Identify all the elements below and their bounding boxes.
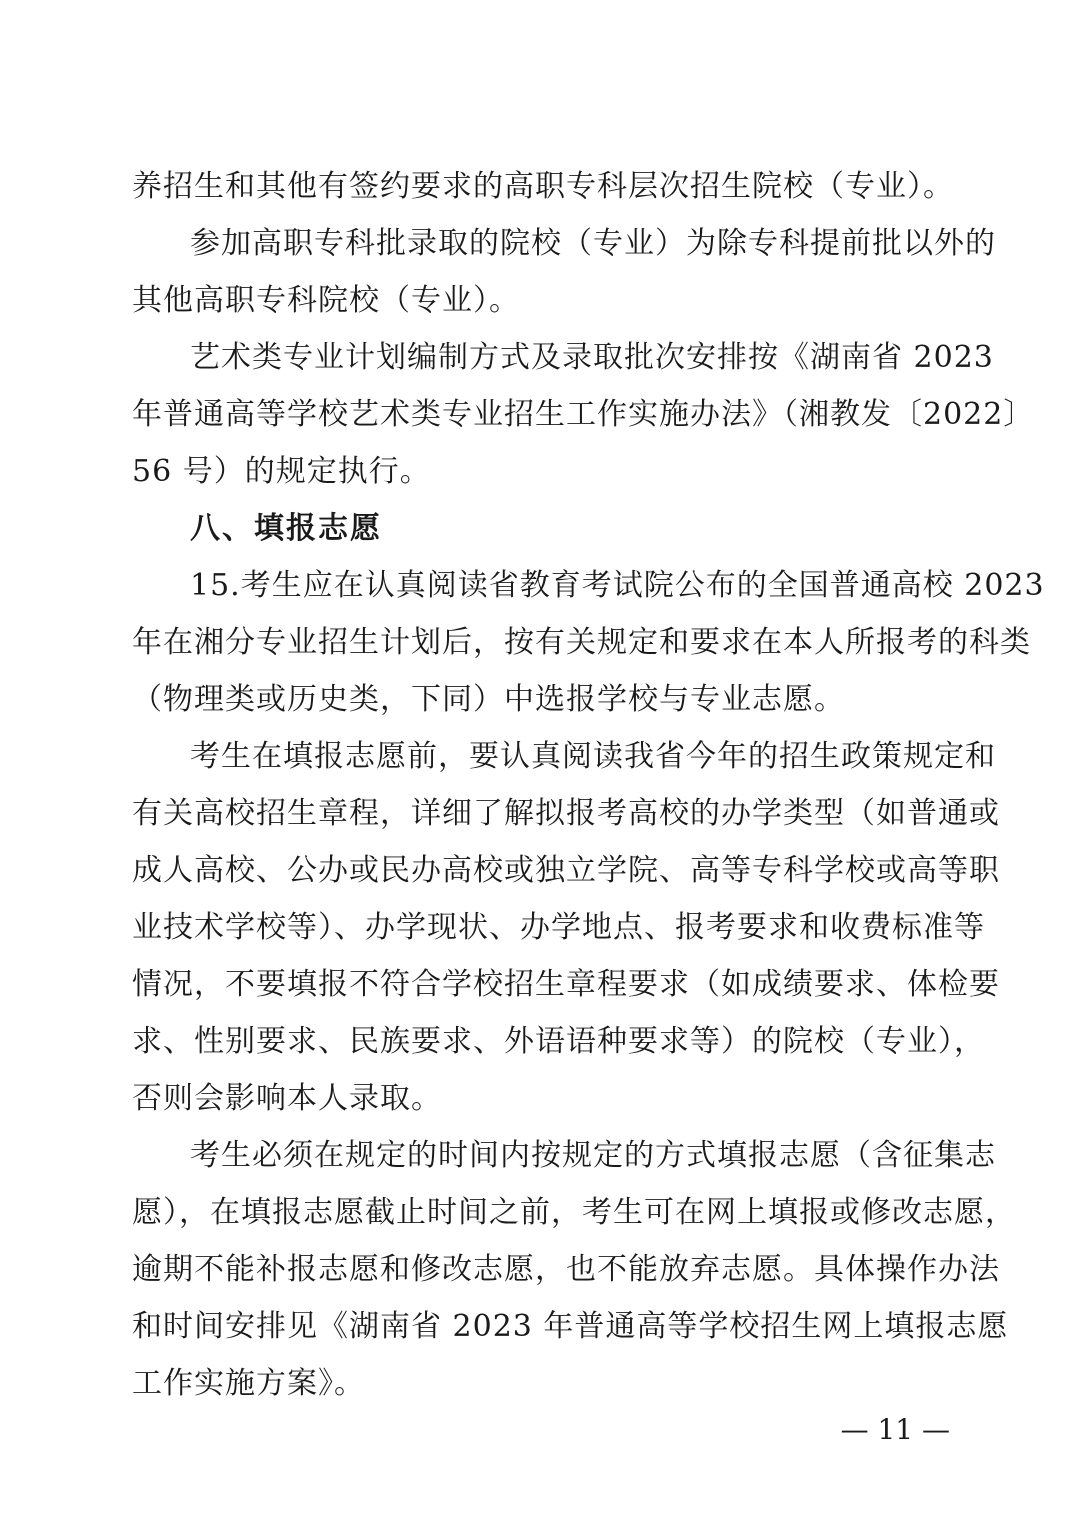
text-line-22: 工作实施方案》。 (132, 1366, 365, 1401)
text-line-16: 求、性别要求、民族要求、外语语种要求等）的院校（专业）， (132, 1024, 985, 1059)
text-line-9: 年在湘分专业招生计划后，按有关规定和要求在本人所报考的科类 (132, 625, 1031, 660)
text-line-13: 成人高校、公办或民办高校或独立学院、高等专科学校或高等职 (132, 853, 1000, 888)
text-line-15: 情况，不要填报不符合学校招生章程要求（如成绩要求、体检要 (132, 967, 1000, 1002)
text-line-19: 愿），在填报志愿截止时间之前，考生可在网上填报或修改志愿， (132, 1195, 1016, 1230)
text-line-17: 否则会影响本人录取。 (132, 1081, 442, 1116)
paragraph-start-line-4: 艺术类专业计划编制方式及录取批次安排按《湖南省 2023 (190, 340, 994, 375)
section-heading: 八、填报志愿 (190, 511, 382, 546)
text-line-6: 56 号）的规定执行。 (132, 454, 431, 489)
text-line-14: 业技术学校等）、办学现状、办学地点、报考要求和收费标准等 (132, 910, 985, 945)
text-line-5: 年普通高等学校艺术类专业招生工作实施办法》（湘教发〔2022〕 (132, 397, 1035, 432)
text-line-21: 和时间安排见《湖南省 2023 年普通高等学校招生网上填报志愿 (132, 1309, 1009, 1344)
paragraph-start-line-8: 15.考生应在认真阅读省教育考试院公布的全国普通高校 2023 (190, 568, 1045, 603)
paragraph-start-line-18: 考生必须在规定的时间内按规定的方式填报志愿（含征集志 (190, 1138, 996, 1173)
paragraph-start-line-11: 考生在填报志愿前，要认真阅读我省今年的招生政策规定和 (190, 739, 996, 774)
paragraph-start-line-2: 参加高职专科批录取的院校（专业）为除专科提前批以外的 (190, 226, 996, 261)
text-line-20: 逾期不能补报志愿和修改志愿，也不能放弃志愿。具体操作办法 (132, 1252, 1000, 1287)
text-line-12: 有关高校招生章程，详细了解拟报考高校的办学类型（如普通或 (132, 796, 1000, 831)
text-line-10: （物理类或历史类，下同）中选报学校与专业志愿。 (132, 682, 845, 717)
page-number: — 11 — (840, 1413, 950, 1446)
text-line-1: 养招生和其他有签约要求的高职专科层次招生院校（专业）。 (132, 169, 954, 204)
text-line-3: 其他高职专科院校（专业）。 (132, 283, 520, 318)
